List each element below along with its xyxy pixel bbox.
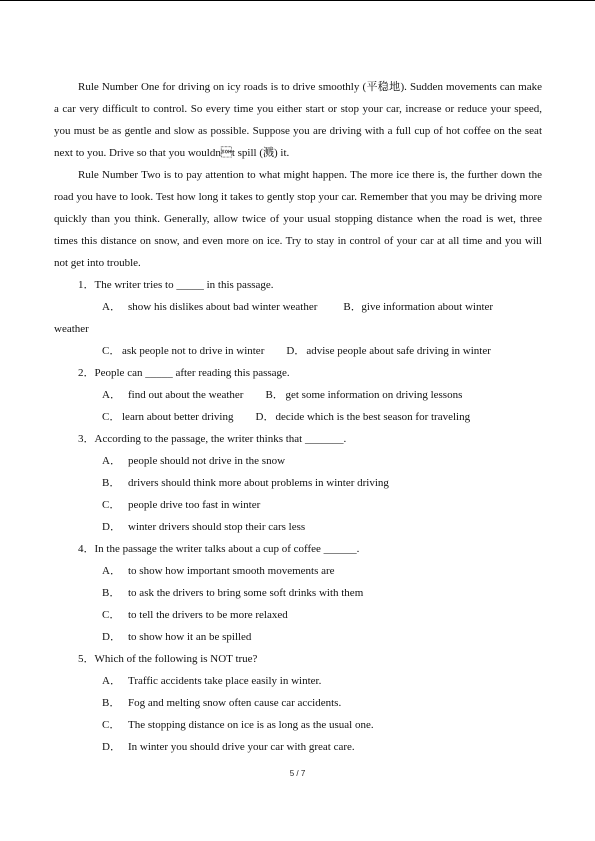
question-2-stem	[54, 362, 542, 384]
passage-paragraph-1: Rule Number One for driving on icy roads is to drive smoothly (平稳地). Sudden movements can make a car very difficult to control. So every time you either start or stop your car, increase or reduce your speed, you must be as gentle and slow as possible. Suppose you are driving with a full cup of hot coffee on the seat next to you. Drive so that you wouldnt spill (溅) it.	[54, 81, 542, 159]
option-b[interactable]	[265, 384, 462, 406]
option-letter: A．	[102, 675, 121, 687]
option-text: learn about better driving	[122, 411, 234, 423]
question-number: 5．	[78, 653, 95, 665]
option-text: Traffic accidents take place easily in winter.	[128, 675, 322, 687]
option-d[interactable]	[54, 516, 542, 538]
option-a[interactable]	[102, 384, 243, 406]
option-text: give information about winter	[361, 301, 494, 313]
option-d[interactable]	[54, 736, 542, 758]
question-number: 3．	[78, 433, 95, 445]
option-letter: D．	[102, 631, 121, 643]
question-number: 2．	[78, 367, 95, 379]
question-5-stem	[54, 648, 542, 670]
question-text: In the passage the writer talks about a cup of coffee ______.	[94, 543, 360, 555]
option-text: Fog and melting snow often cause car accidents.	[128, 697, 342, 709]
option-letter: D．	[102, 741, 121, 753]
option-letter: D．	[286, 345, 306, 357]
option-c[interactable]	[102, 340, 264, 362]
option-letter: D．	[102, 521, 121, 533]
document-page	[54, 76, 542, 758]
option-a[interactable]	[54, 560, 542, 582]
question-1-options-row-2	[54, 340, 542, 362]
question-4-stem	[54, 538, 542, 560]
page-number: 5 / 7	[289, 769, 306, 778]
option-letter: A．	[102, 455, 121, 467]
question-number: 4．	[78, 543, 95, 555]
option-text: people drive too fast in winter	[128, 499, 261, 511]
option-letter: B．	[102, 697, 121, 709]
option-a[interactable]	[54, 450, 542, 472]
option-text: to tell the drivers to be more relaxed	[128, 609, 288, 621]
question-text: According to the passage, the writer thinks that _______.	[94, 433, 347, 445]
question-1-options-row-1	[54, 296, 542, 318]
option-text: to show how it an be spilled	[128, 631, 252, 643]
option-text: winter drivers should stop their cars less	[128, 521, 306, 533]
option-c[interactable]	[102, 406, 234, 428]
option-text: to show how important smooth movements are	[128, 565, 335, 577]
option-d[interactable]	[256, 406, 471, 428]
option-text: advise people about safe driving in winter	[306, 345, 491, 357]
option-letter: C．	[102, 345, 121, 357]
option-letter: C．	[102, 499, 121, 511]
option-letter: D．	[255, 411, 275, 423]
option-b[interactable]	[54, 472, 542, 494]
option-text: In winter you should drive your car with great care.	[128, 741, 355, 753]
option-letter: A．	[102, 301, 121, 313]
passage-paragraph-2: Rule Number Two is to pay attention to what might happen. The more ice there is, the further down the road you have to look. Test how long it takes to gently stop your car. Remember that you may be driving more quickly than you think. Generally, allow twice of your usual stopping distance when the road is wet, three times this distance on snow, and even more on ice. Try to stay in control of your car at all time and you will not get into trouble.	[54, 169, 542, 269]
option-text: The stopping distance on ice is as long as the usual one.	[128, 719, 374, 731]
option-b-continuation: weather	[54, 323, 89, 335]
question-3-stem	[54, 428, 542, 450]
option-letter: B．	[265, 389, 284, 401]
option-letter: B．	[343, 301, 362, 313]
question-text: Which of the following is NOT true?	[94, 653, 258, 665]
option-a[interactable]	[102, 296, 317, 318]
option-letter: C．	[102, 609, 121, 621]
question-number: 1．	[78, 279, 95, 291]
question-text: The writer tries to _____ in this passage.	[94, 279, 274, 291]
option-text: to ask the drivers to bring some soft drinks with them	[128, 587, 364, 599]
option-letter: B．	[102, 477, 121, 489]
option-c[interactable]	[54, 604, 542, 626]
option-letter: A．	[102, 565, 121, 577]
option-text: show his dislikes about bad winter weather	[128, 301, 318, 313]
option-text: ask people not to drive in winter	[122, 345, 265, 357]
option-a[interactable]	[54, 670, 542, 692]
question-2-options-row-1	[54, 384, 542, 406]
option-letter: C．	[102, 719, 121, 731]
option-letter: C．	[102, 411, 121, 423]
option-b[interactable]	[54, 582, 542, 604]
option-c[interactable]	[54, 714, 542, 736]
question-2-options-row-2	[54, 406, 542, 428]
option-text: get some information on driving lessons	[285, 389, 463, 401]
option-b[interactable]	[54, 692, 542, 714]
question-text: People can _____ after reading this passage.	[94, 367, 290, 379]
option-d[interactable]	[286, 340, 491, 362]
question-1-stem	[54, 274, 542, 296]
option-text: people should not drive in the snow	[128, 455, 286, 467]
option-c[interactable]	[54, 494, 542, 516]
option-text: decide which is the best season for traveling	[275, 411, 471, 423]
option-letter: A．	[102, 389, 121, 401]
option-b[interactable]	[343, 296, 493, 318]
option-letter: B．	[102, 587, 121, 599]
option-text: drivers should think more about problems in winter driving	[128, 477, 389, 489]
top-rule	[0, 0, 595, 1]
option-text: find out about the weather	[128, 389, 244, 401]
option-d[interactable]	[54, 626, 542, 648]
